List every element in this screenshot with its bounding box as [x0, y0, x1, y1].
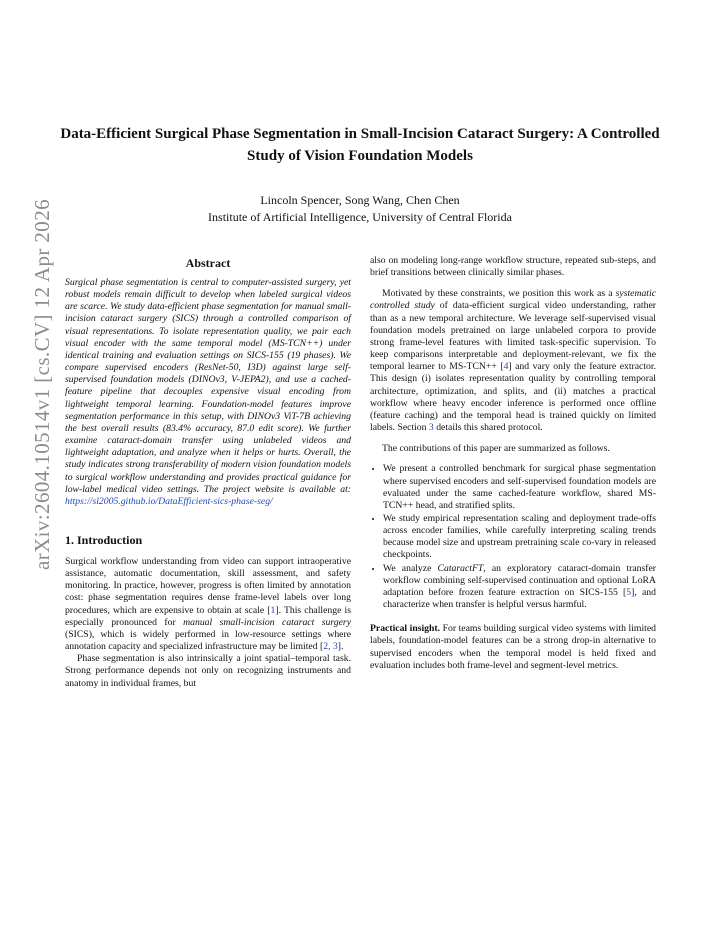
author-block [60, 192, 660, 226]
right-p2-emphasis: systematic controlled study [370, 288, 656, 312]
intro-p1-text-b: ]. This challenge is especially pronounced for [65, 604, 351, 628]
contribution-item: • We study empirical representation scaling and deployment trade-offs across encoder families, while carefully interpreting scaling trends because model size and upstream pretraining scale co-vary in released checkpoints. [383, 513, 656, 562]
intro-p1-text-d: ]. [337, 641, 344, 653]
abstract-heading: Abstract [185, 256, 231, 270]
bullet3-text-a: We analyze [383, 562, 438, 574]
bullet3-text-b: , an exploratory cataract-domain transfer workflow combining self-supervised continuation and optional LoRA adaptation before frozen feature extraction on SICS-155 [ [383, 562, 656, 598]
intro-p1-text-a: Surgical workflow understanding from video can support intraoperative assistance, automatic documentation, skill assessment, and safety monitoring. In practice, however, progress is often limited by annotation cost: phase segmentation requires dense frame-level labels over long procedures, which are expensive to obtain at scale [ [65, 555, 351, 616]
contribution-item: • We present a controlled benchmark for surgical phase segmentation where supervised encoders and self-supervised foundation models are evaluated under the same cached-feature workflow, shared MS-TCN++ head, and stratified splits. [383, 463, 656, 512]
contributions-list [370, 463, 656, 611]
right-paragraph-3: The contributions of this paper are summarized as follows. [382, 443, 610, 455]
intro-p1-text-c: (SICS), which is widely performed in low-resource settings where annotation capacity and specialized infrastructure may be limited [ [65, 628, 351, 653]
intro-p1-emphasis: manual small-incision cataract surgery [183, 616, 351, 628]
left-column [65, 255, 351, 690]
paper-title: Data-Efficient Surgical Phase Segmentation in Small-Incision Cataract Surgery: A Controlled Study of Vision Foundation Models [60, 126, 660, 164]
practical-insight-lead: Practical insight. [370, 623, 441, 635]
right-p2-text-d: details this shared protocol. [433, 422, 543, 434]
right-column [370, 255, 656, 672]
arxiv-identifier-stamp: arXiv:2604.10514v1 [cs.CV] 12 Apr 2026 [30, 198, 54, 570]
contribution-item [383, 563, 656, 612]
right-p2-text-a: Motivated by these constraints, we position this work as a [382, 288, 616, 300]
author-names: Lincoln Spencer, Song Wang, Chen Chen [260, 193, 460, 207]
right-paragraph-2 [370, 288, 656, 434]
abstract-body-text: Surgical phase segmentation is central to computer-assisted surgery, yet robust models remain difficult to develop when labeled surgical videos are scarce. We study data-efficient phase segmentation for manual small-incision cataract surgery (SICS) through a controlled comparison of visual representations. To isolate representation quality, we pair each visual encoder with the same temporal model (MS-TCN++) under identical training and evaluation settings on SICS-155 (19 phases). We compare supervised encoders (ResNet-50, I3D) against large self-supervised foundation models (DINOv3, V-JEPA2), and use a cached-feature pipeline that decouples expensive visual encoding from lightweight temporal learning. Foundation-model features improve segmentation performance in this setup, with DINOv3 ViT-7B achieving the best overall results (83.4% accuracy, 87.0 edit score). We further examine cataract-domain transfer using unlabeled videos and lightweight adaptation, and analyze when it helps or hurts. Overall, the study indicates strong transferability of modern vision foundation models to surgical workflow understanding and provides practical guidance for low-label medical video settings. The project website is available at: [65, 277, 351, 495]
introduction-heading: 1. Introduction [65, 532, 143, 547]
section-reference-link[interactable]: 3 [428, 422, 434, 434]
abstract-text [65, 277, 351, 508]
citation-link[interactable]: 2, 3 [323, 641, 338, 653]
right-p2-text-c: ] and vary only the feature extractor. This design (i) isolates representation quality by controlling temporal architecture, optimization, and splits, and (ii) matches a practical workflow where heavy encoder inference is performed once offline (feature caching) and the temporal head is trained quickly on limited labels. Section [370, 361, 657, 434]
intro-paragraph-2: Phase segmentation is also intrinsically a joint spatial–temporal task. Strong performance depends not only on recognizing instruments and anatomy in individual frames, but [65, 653, 351, 689]
practical-insight-paragraph [370, 623, 656, 672]
bullet3-emphasis: CataractFT [437, 562, 484, 574]
bullet3-text-c: ], and characterize when transfer is helpful versus harmful. [383, 586, 656, 611]
author-affiliation: Institute of Artificial Intelligence, University of Central Florida [208, 210, 512, 224]
project-website-link[interactable]: https://sl2005.github.io/DataEfficient-sics-phase-seg/ [65, 495, 273, 507]
citation-link[interactable]: 5 [626, 586, 632, 598]
citation-link[interactable]: 1 [270, 604, 276, 616]
citation-link[interactable]: 4 [503, 361, 509, 373]
right-paragraph-1: also on modeling long-range workflow structure, repeated sub-steps, and brief transitions between clinically similar phases. [370, 255, 656, 279]
right-p2-text-b: of data-efficient surgical video understanding, rather than as a new temporal architecture. We leverage self-supervised visual foundation models pretrained on large unlabeled corpora to provide strong frame-level features with limited task-specific supervision. To keep comparisons interpretable and deployment-relevant, we fix the temporal learner to MS-TCN++ [ [370, 300, 656, 373]
intro-paragraph-1 [65, 556, 351, 653]
practical-insight-text: For teams building surgical video systems with limited labels, foundation-model features can be a strong drop-in alternative to supervised encoders when the temporal model is held fixed and evaluation includes both frame-level and segment-level metrics. [370, 623, 656, 671]
